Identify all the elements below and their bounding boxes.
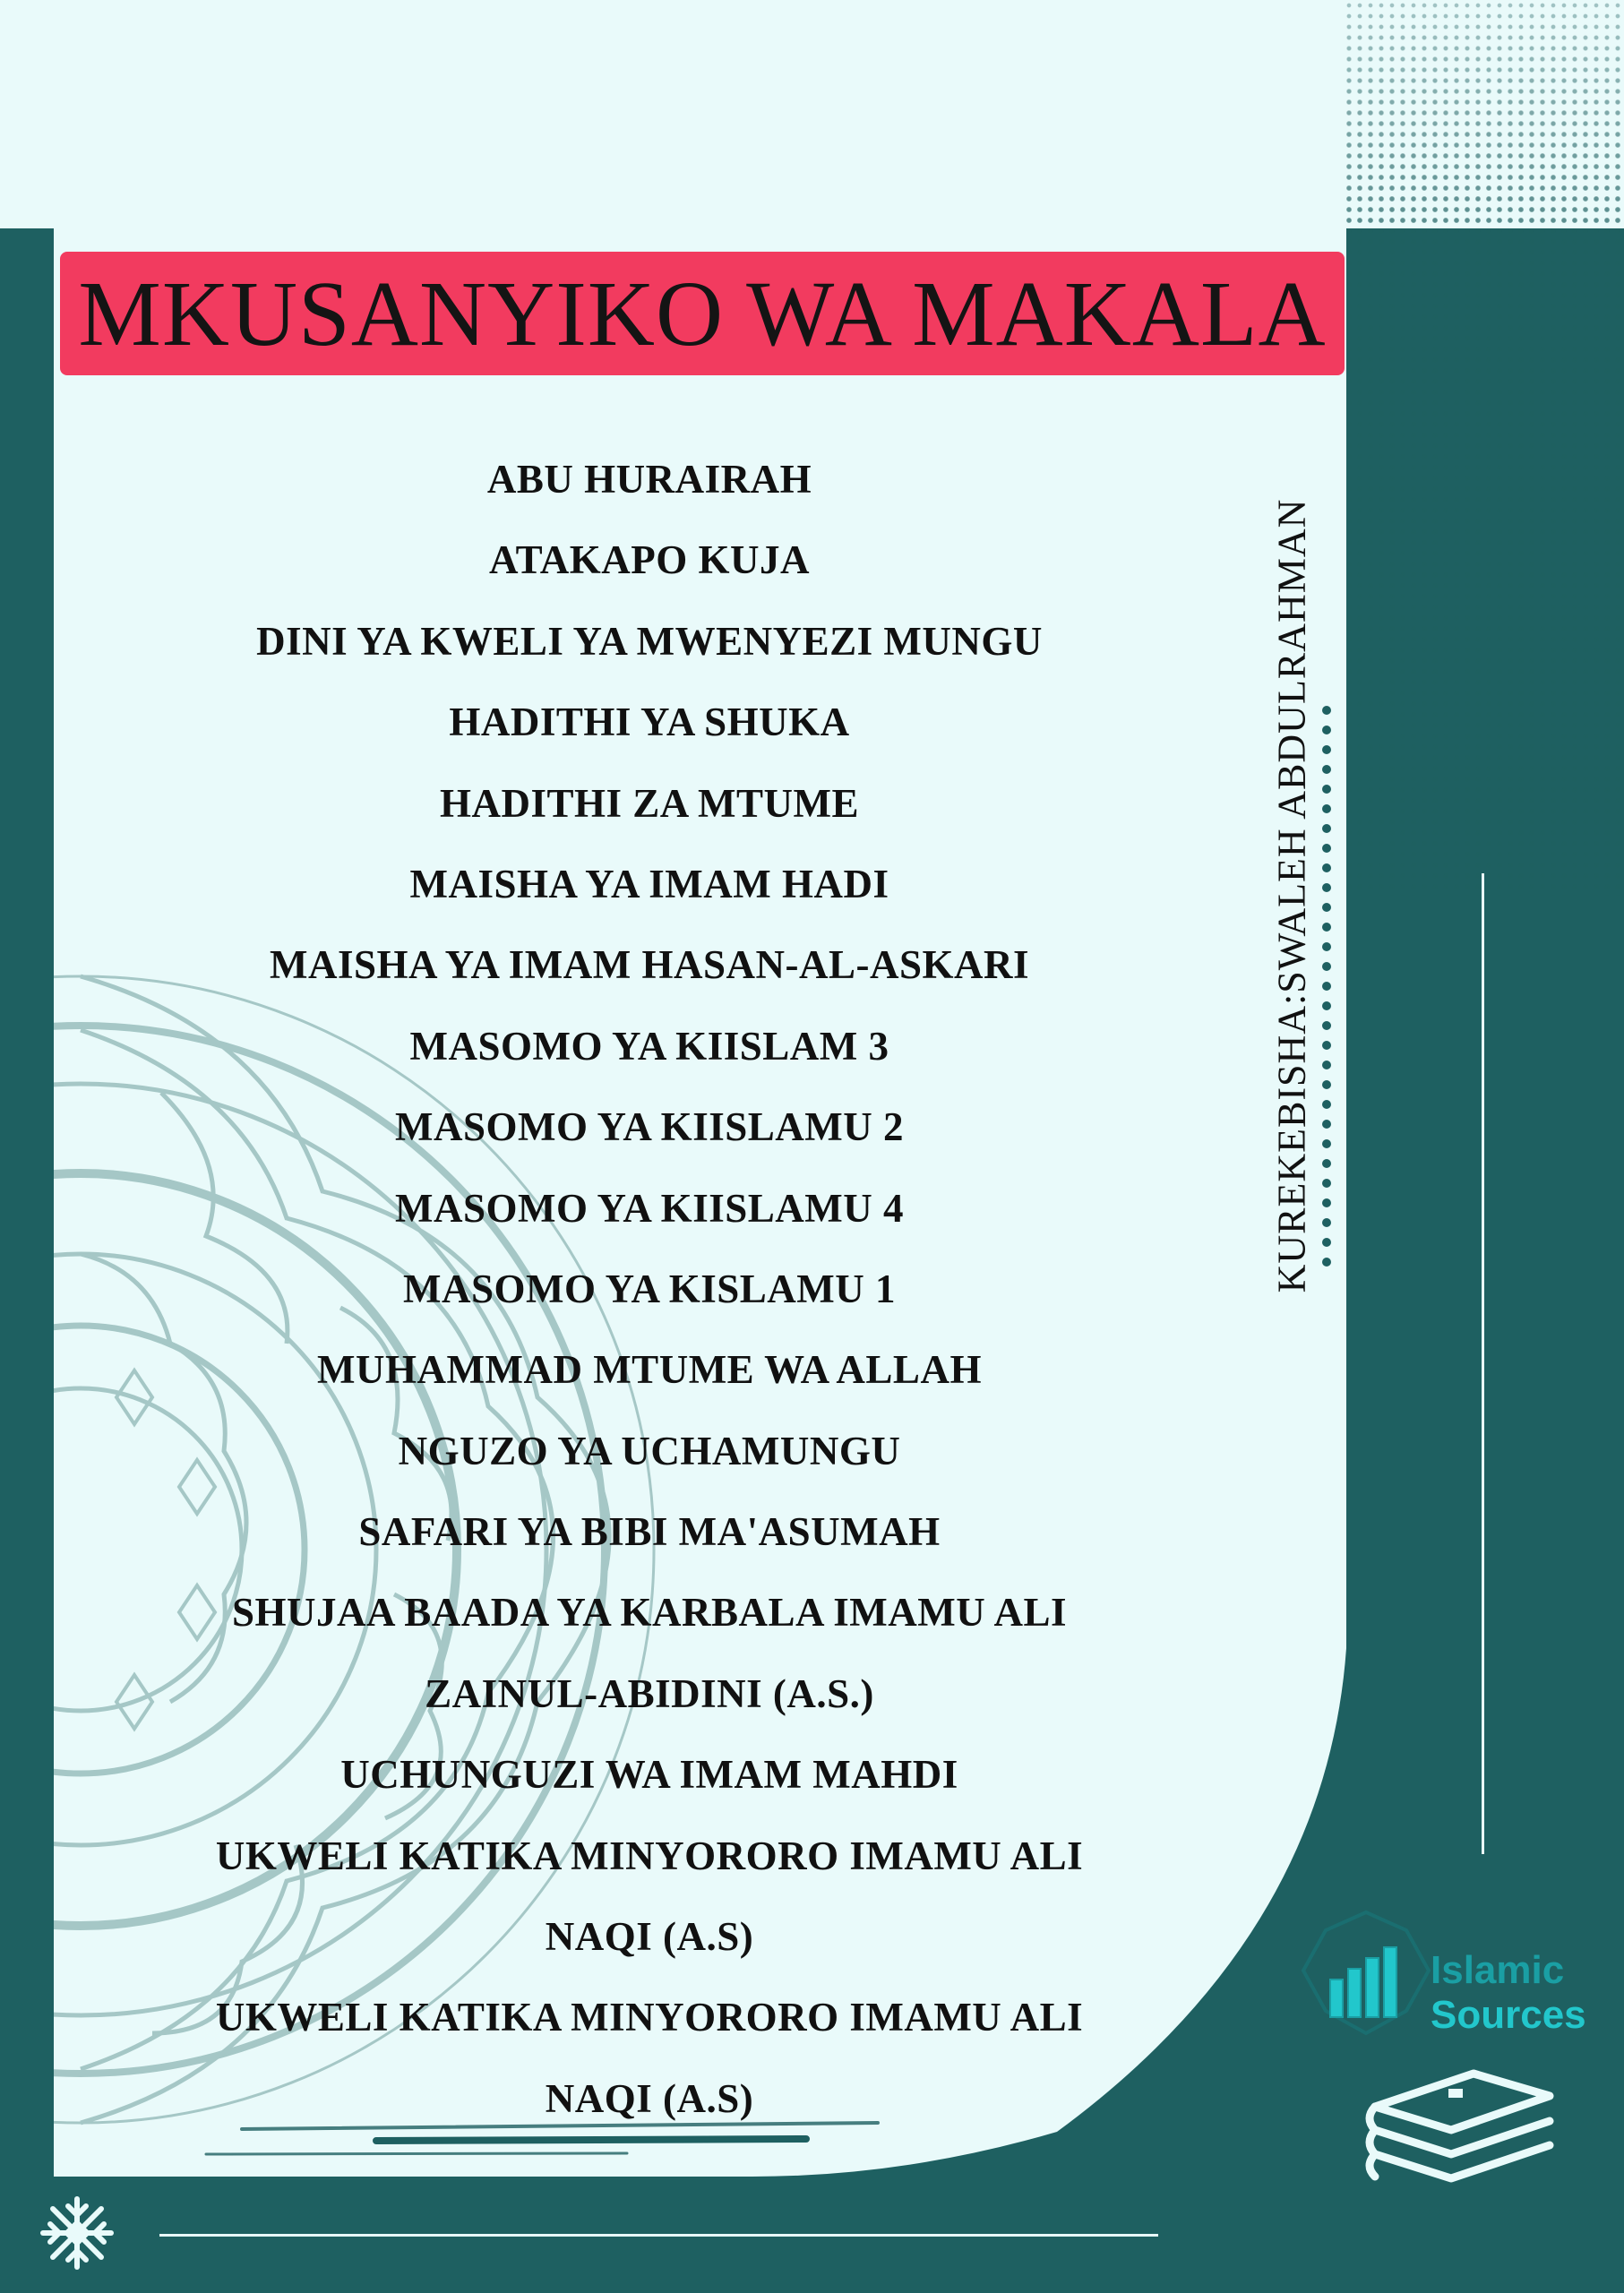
divider-horizontal [159,2234,1158,2237]
list-item: NAQI (A.S) [545,1914,754,1960]
dotted-line [1322,706,1331,1267]
islamic-sources-logo-icon [1294,1908,1438,2042]
list-item: MASOMO YA KIISLAMU 2 [395,1104,904,1150]
list-item: ZAINUL-ABIDINI (A.S.) [425,1670,874,1716]
author-credit: KUREKEBISHA:SWALEH ABDULRAHMAN [1269,498,1314,1293]
title-banner [60,252,1345,375]
list-item: NGUZO YA UCHAMUNGU [398,1428,901,1473]
article-list [134,439,1164,2139]
books-stack-icon [1357,2060,1563,2194]
list-item: SAFARI YA BIBI MA'ASUMAH [358,1509,941,1555]
list-item: MASOMO YA KIISLAM 3 [409,1023,889,1069]
list-item: MAISHA YA IMAM HADI [409,861,889,906]
list-item: UCHUNGUZI WA IMAM MAHDI [340,1752,958,1798]
list-item: HADITHI ZA MTUME [439,780,860,826]
list-item: MASOMO YA KIISLAMU 4 [395,1185,904,1231]
snowflake-icon [43,2199,111,2267]
logo-text-line1: Islamic [1431,1948,1565,1992]
list-item: MUHAMMAD MTUME WA ALLAH [317,1347,982,1393]
list-item: HADITHI YA SHUKA [449,700,850,745]
list-item: ABU HURAIRAH [486,457,812,502]
logo-text-line2: Sources [1431,1993,1586,2037]
list-item: ATAKAPO KUJA [488,537,811,583]
list-item: DINI YA KWELI YA MWENYEZI MUNGU [256,618,1043,664]
list-item: NAQI (A.S) [545,2075,754,2121]
list-item: MAISHA YA IMAM HASAN-AL-ASKARI [270,942,1029,988]
list-item: UKWELI KATIKA MINYORORO IMAMU ALI [215,1995,1084,2040]
list-item: SHUJAA BAADA YA KARBALA IMAMU ALI [231,1590,1068,1636]
divider-vertical [1482,873,1484,1854]
list-item: MASOMO YA KISLAMU 1 [403,1266,896,1311]
list-item: UKWELI KATIKA MINYORORO IMAMU ALI [215,1833,1084,1878]
page-title: MKUSANYIKO WA MAKALA [78,262,1327,365]
